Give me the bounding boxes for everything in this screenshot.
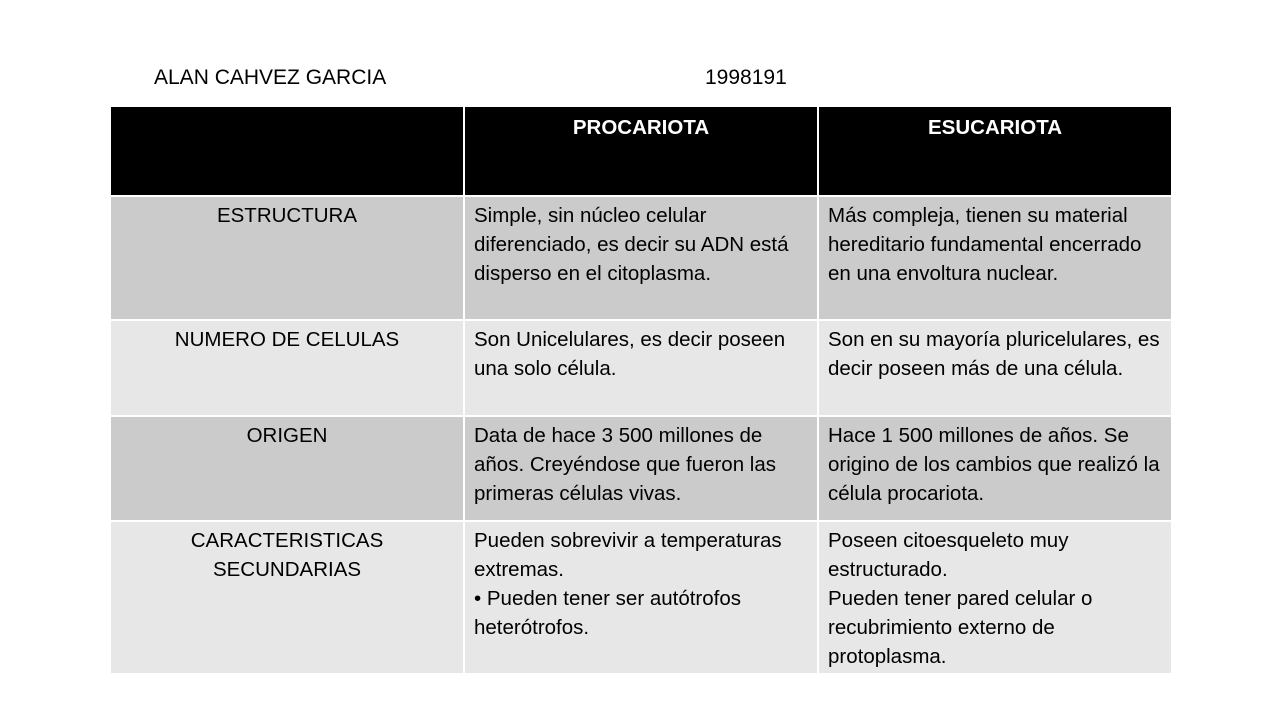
table-row (110, 416, 1172, 521)
cell-text: Pueden tener pared celular o recubrimiento externo de protoplasma. (828, 587, 1093, 668)
student-id: 1998191 (705, 66, 787, 89)
eucariota-cell (818, 196, 1172, 320)
eucariota-cell (818, 416, 1172, 521)
table-row (110, 521, 1172, 674)
procariota-cell (464, 416, 818, 521)
cell-text: Pueden sobrevivir a temperaturas extremas. (474, 529, 782, 581)
table-row (110, 196, 1172, 320)
row-label: ESTRUCTURA (110, 196, 464, 320)
cell-text: Data de hace 3 500 millones de años. Creyéndose que fueron las primeras células vivas. (474, 424, 777, 505)
cell-text: Son en su mayoría pluricelulares, es decir poseen más de una célula. (828, 328, 1160, 380)
cell-text: Poseen citoesqueleto muy estructurado. (828, 529, 1069, 581)
row-label: CARACTERISTICAS SECUNDARIAS (110, 521, 464, 674)
procariota-cell (464, 320, 818, 416)
table-row (110, 320, 1172, 416)
cell-text: Más compleja, tienen su material hereditario fundamental encerrado en una envoltura nuclear. (828, 204, 1142, 285)
procariota-cell (464, 196, 818, 320)
row-label: NUMERO DE CELULAS (110, 320, 464, 416)
student-name: ALAN CAHVEZ GARCIA (154, 66, 387, 89)
eucariota-cell (818, 320, 1172, 416)
table-header-row (110, 106, 1172, 196)
cell-text: Son Unicelulares, es decir poseen una solo célula. (474, 328, 786, 380)
header-cell-empty (110, 106, 464, 196)
comparison-table (109, 105, 1173, 675)
header-cell-procariota: PROCARIOTA (464, 106, 818, 196)
eucariota-cell (818, 521, 1172, 674)
cell-bullet-text: • Pueden tener ser autótrofos heterótrofos. (474, 587, 742, 639)
procariota-cell (464, 521, 818, 674)
row-label: ORIGEN (110, 416, 464, 521)
header-cell-eucariota: ESUCARIOTA (818, 106, 1172, 196)
cell-text: Simple, sin núcleo celular diferenciado, es decir su ADN está disperso en el citoplasma. (474, 204, 789, 285)
cell-text: Hace 1 500 millones de años. Se origino de los cambios que realizó la célula procariota. (828, 424, 1160, 505)
